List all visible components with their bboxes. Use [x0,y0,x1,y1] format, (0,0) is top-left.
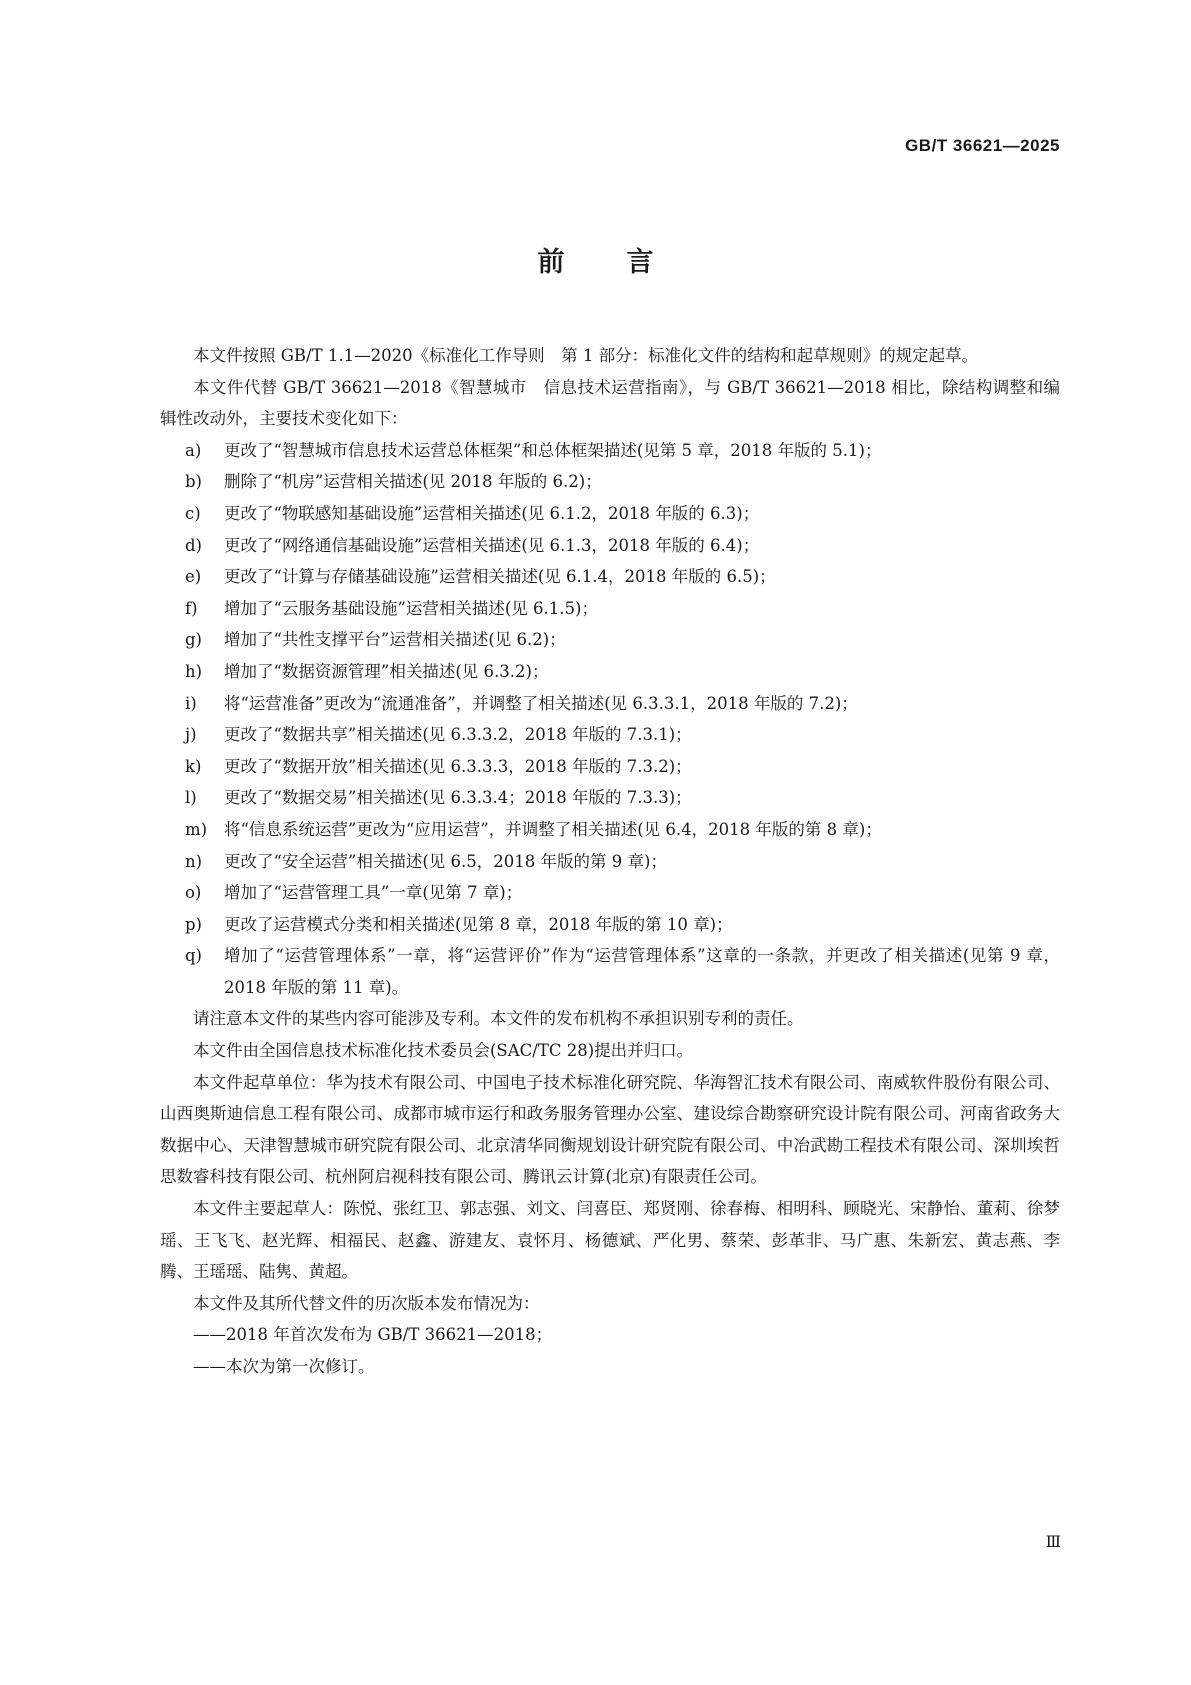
list-label: l) [185,788,197,808]
list-label: m) [185,819,208,839]
list-text: 更改了“数据共享”相关描述(见 6.3.3.2，2018 年版的 7.3.1)； [224,725,692,745]
list-label: a) [185,440,202,460]
patent-notice: 请注意本文件的某些内容可能涉及专利。本文件的发布机构不承担识别专利的责任。 [193,1009,804,1029]
list-text: 增加了“运营管理体系”一章，将“运营评价”作为“运营管理体系”这章的一条款，并更改了相关描述(见第 9 章，2018 年版的第 11 章)。 [224,946,1060,997]
list-item [160,561,1060,593]
list-item [160,846,1060,878]
list-label: d) [185,535,202,555]
list-item [160,909,1060,941]
list-text: 增加了“共性支撑平台”运营相关描述(见 6.2)； [224,630,566,650]
list-item [160,498,1060,530]
document-code: GB/T 36621—2025 [905,136,1060,155]
list-item [160,688,1060,720]
list-label: k) [185,756,202,776]
list-item [160,435,1060,467]
page-number: Ⅲ [1045,1532,1061,1551]
list-text: 将“运营准备”更改为“流通准备”，并调整了相关描述(见 6.3.3.1，2018 年版的 7.2)； [224,693,858,713]
list-text: 更改了“数据开放”相关描述(见 6.3.3.3，2018 年版的 7.3.2)； [224,756,692,776]
list-item [160,656,1060,688]
list-text: 增加了“云服务基础设施”运营相关描述(见 6.1.5)； [224,598,598,618]
list-label: b) [185,472,202,492]
list-text: 将“信息系统运营”更改为“应用运营”，并调整了相关描述(见 6.4，2018 年版的第 8 章)； [224,819,882,839]
list-text: 更改了“物联感知基础设施”运营相关描述(见 6.1.2，2018 年版的 6.3)； [224,503,760,523]
drafting-units: 本文件起草单位：华为技术有限公司、中国电子技术标准化研究院、华海智汇技术有限公司、南威软件股份有限公司、山西奥斯迪信息工程有限公司、成都市城市运行和政务服务管理办公室、建设综合勘察研究设计院有限公司、河南省政务大数据中心、天津智慧城市研究院有限公司、北京清华同衡规划设计研究院有限公司、中冶武勘工程技术有限公司、深圳埃哲思数睿科技有限公司、杭州阿启视科技有限公司、腾讯云计算(北京)有限责任公司。 [160,1072,1060,1187]
foreword-body [160,340,1060,1383]
changes-list [160,435,1060,1004]
list-text: 更改了“安全运营”相关描述(见 6.5，2018 年版的第 9 章)； [224,851,667,871]
list-text: 更改了运营模式分类和相关描述(见第 8 章，2018 年版的第 10 章)； [224,914,733,934]
list-item [160,466,1060,498]
list-text: 增加了“运营管理工具”一章(见第 7 章)； [224,883,523,903]
proposer-statement: 本文件由全国信息技术标准化技术委员会(SAC/TC 28)提出并归口。 [193,1041,694,1061]
list-label: f) [185,598,198,618]
list-item [160,814,1060,846]
drafters: 本文件主要起草人：陈悦、张红卫、郭志强、刘文、闫喜臣、郑贤刚、徐春梅、相明科、顾晓光、宋静怡、董莉、徐梦瑶、王飞飞、赵光辉、相福民、赵鑫、游建友、袁怀月、杨德斌、严化男、蔡荣、彭革非、马广惠、朱新宏、黄志燕、李腾、王瑶瑶、陆隽、黄超。 [160,1199,1060,1282]
list-item [160,719,1060,751]
list-label: j) [185,725,197,745]
list-text: 更改了“数据交易”相关描述(见 6.3.3.4；2018 年版的 7.3.3)； [224,788,692,808]
list-text: 增加了“数据资源管理”相关描述(见 6.3.2)； [224,661,549,681]
intro-paragraph: 本文件代替 GB/T 36621—2018《智慧城市 信息技术运营指南》，与 GB/T 36621—2018 相比，除结构调整和编辑性改动外，主要技术变化如下： [160,377,1060,429]
list-label: o) [185,883,202,903]
list-label: c) [185,503,201,523]
list-text: 删除了“机房”运营相关描述(见 2018 年版的 6.2)； [224,472,602,492]
history-item: ——2018 年首次发布为 GB/T 36621—2018； [193,1325,553,1345]
list-text: 更改了“计算与存储基础设施”运营相关描述(见 6.1.4，2018 年版的 6.5)； [224,567,776,587]
list-item [160,877,1060,909]
history-intro: 本文件及其所代替文件的历次版本发布情况为： [193,1293,540,1313]
list-item [160,530,1060,562]
list-text: 更改了“智慧城市信息技术运营总体框架”和总体框架描述(见第 5 章，2018 年版的 5.1)； [224,440,882,460]
list-item [160,593,1060,625]
list-label: g) [185,630,202,650]
list-item [160,940,1060,1003]
list-item [160,782,1060,814]
list-label: i) [185,693,197,713]
list-item [160,751,1060,783]
page-title: 前言 [537,247,716,278]
intro-paragraph: 本文件按照 GB/T 1.1—2020《标准化工作导则 第 1 部分：标准化文件的结构和起草规则》的规定起草。 [193,346,979,365]
list-label: e) [185,567,202,587]
history-item: ——本次为第一次修订。 [193,1357,375,1376]
list-label: h) [185,661,203,681]
list-text: 更改了“网络通信基础设施”运营相关描述(见 6.1.3，2018 年版的 6.4)； [224,535,760,555]
list-label: q) [185,946,202,966]
list-item [160,624,1060,656]
list-label: p) [185,914,202,934]
list-label: n) [185,851,203,871]
